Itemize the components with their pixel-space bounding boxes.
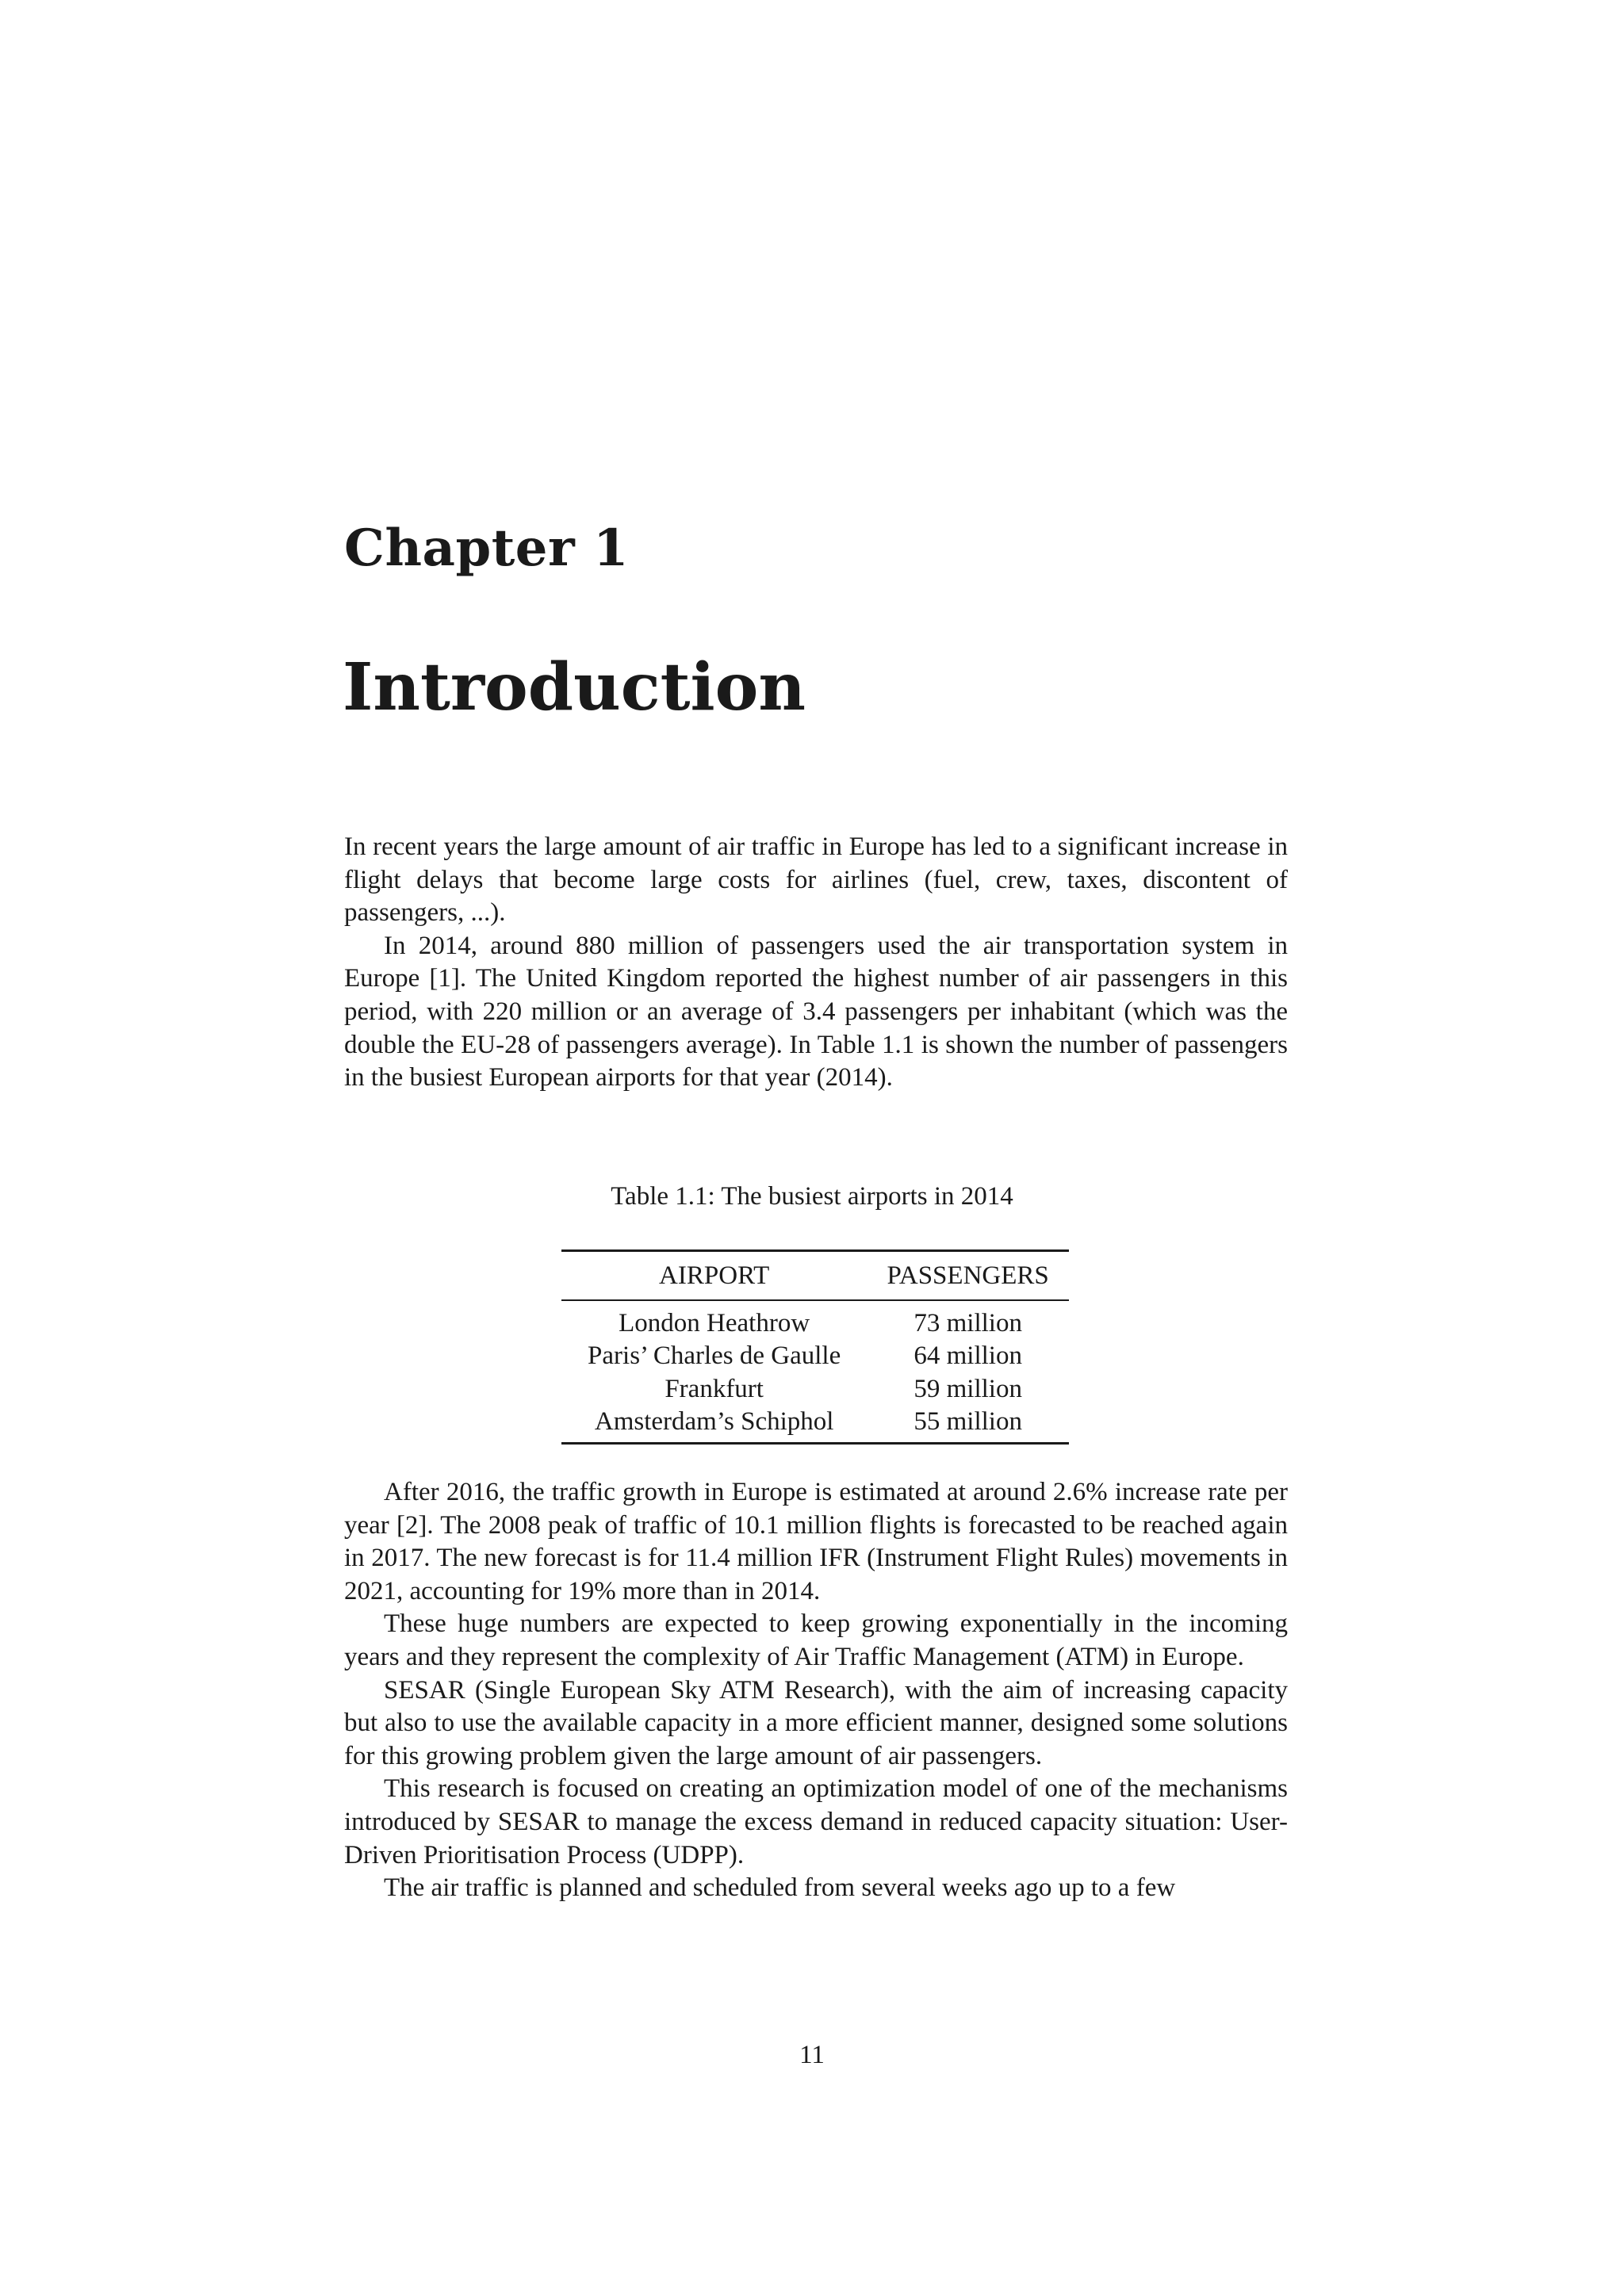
column-header-passengers: PASSENGERS	[867, 1251, 1069, 1300]
airports-table-wrapper	[561, 1249, 1069, 1445]
table-cell-airport: Paris’ Charles de Gaulle	[588, 1341, 841, 1370]
table-row	[561, 1340, 1069, 1373]
table-cell-passengers: 73 million	[914, 1308, 1022, 1337]
paragraph: The air traffic is planned and scheduled from several weeks ago up to a few	[384, 1873, 1176, 1903]
column-header-airport: AIRPORT	[561, 1251, 867, 1300]
table-caption: Table 1.1: The busiest airports in 2014	[611, 1182, 1013, 1211]
page-number: 11	[799, 2041, 825, 2069]
paragraph: SESAR (Single European Sky ATM Research), with the aim of increasing capacity but also to use the available capacity in a more efficient manner, designed some solutions for this growing problem given the large amount of air passengers.	[344, 1675, 1288, 1770]
paragraph: After 2016, the traffic growth in Europe is estimated at around 2.6% increase rate per year [2]. The 2008 peak of traffic of 10.1 million flights is forecasted to be reached again in 2017. The new forecast is for 11.4 million IFR (Instrument Flight Rules) movements in 2021, accounting for 19% more than in 2014.	[344, 1478, 1288, 1605]
table-row	[561, 1300, 1069, 1341]
table-cell-passengers: 55 million	[867, 1406, 1069, 1443]
intro-text-block	[344, 831, 1288, 1095]
table-cell-airport: Frankfurt	[665, 1374, 764, 1403]
paragraph: These huge numbers are expected to keep growing exponentially in the incoming years and they represent the complexity of Air Traffic Management (ATM) in Europe.	[344, 1609, 1288, 1671]
airports-table	[561, 1249, 1069, 1445]
table-cell-airport: Amsterdam’s Schiphol	[561, 1406, 867, 1443]
table-header-row	[561, 1251, 1069, 1300]
table-cell-passengers: 59 million	[914, 1374, 1022, 1403]
table-row	[561, 1406, 1069, 1443]
paragraph: In 2014, around 880 million of passengers used the air transportation system in Europe [1]. The United Kingdom reported the highest number of air passengers in this period, with 220 million or an average of 3.4 passengers per inhabitant (which was the double the EU-28 of passengers average). In Table 1.1 is shown the number of passengers in the busiest European airports for that year (2014).	[344, 931, 1288, 1093]
table-row	[561, 1373, 1069, 1406]
paragraph: This research is focused on creating an optimization model of one of the mechanisms introduced by SESAR to manage the excess demand in reduced capacity situation: User-Driven Prioritisation Process (UDPP).	[344, 1774, 1288, 1869]
continued-text-block	[344, 1476, 1288, 1905]
table-cell-airport: London Heathrow	[619, 1308, 810, 1337]
chapter-label: Chapter 1	[344, 519, 629, 578]
paragraph: In recent years the large amount of air traffic in Europe has led to a significant increase in flight delays that become large costs for airlines (fuel, crew, taxes, discontent of passengers, ...).	[344, 832, 1288, 928]
table-cell-passengers: 64 million	[914, 1341, 1022, 1370]
chapter-title: Introduction	[343, 649, 806, 725]
